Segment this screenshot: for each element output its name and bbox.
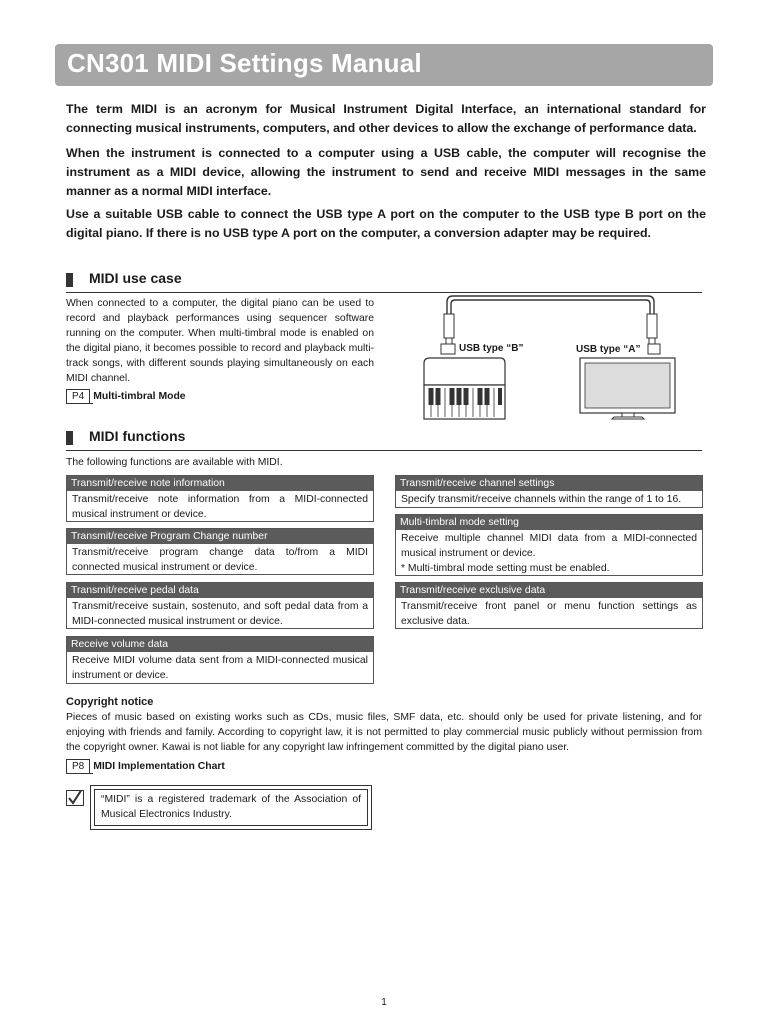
- function-title: Transmit/receive channel settings: [396, 476, 702, 491]
- use-case-text: When connected to a computer, the digital piano can be used to record and playback performances using sequencer software running on the computer. When multi-timbral mode is enabled on the digital piano, it becomes possible to record and playback multi-track songs, with different sounds playing simultaneously on each MIDI channel.: [66, 298, 374, 384]
- section-marker-icon: [66, 431, 73, 445]
- usb-connection-diagram: [0, 0, 768, 440]
- intro-paragraph-2: When the instrument is connected to a computer using a USB cable, the computer will recognise the instrument as a MIDI device, allowing the instrument to send and receive MIDI messages in the same manner as a normal MIDI interface.: [66, 146, 706, 198]
- functions-intro: The following functions are available with MIDI.: [66, 457, 283, 468]
- usb-a-label: USB type “A”: [576, 344, 641, 355]
- usb-b-label: USB type “B”: [459, 343, 524, 354]
- section-heading: MIDI use case: [89, 270, 182, 286]
- function-box-exclusive-data: [395, 582, 703, 629]
- checkmark-icon: [66, 790, 84, 806]
- function-desc: Transmit/receive sustain, sostenuto, and soft pedal data from a MIDI-connected musical instrument or device.: [72, 601, 368, 627]
- page-ref-tag: P4: [66, 389, 90, 403]
- copyright-text: Pieces of music based on existing works such as CDs, music files, SMF data, etc. should only be used for private listening, and for enjoying with friends and family. According to copyright law, it is not permitted to play commercial music publicly without permission from the copyright owner. Kawai is not liable for any copyright law infringement committed by the digital piano user.: [66, 712, 702, 753]
- function-desc: [396, 530, 702, 578]
- function-desc-text: Receive multiple channel MIDI data from a MIDI-connected musical instrument or device.: [401, 533, 697, 559]
- function-desc: Transmit/receive front panel or menu function settings as exclusive data.: [401, 601, 697, 627]
- function-title: Multi-timbral mode setting: [396, 515, 702, 530]
- section-heading: MIDI functions: [89, 428, 186, 444]
- ref-label: Multi-timbral Mode: [93, 391, 186, 402]
- ref-midi-implementation-chart[interactable]: [66, 759, 225, 774]
- page-number: 1: [381, 997, 387, 1008]
- digital-piano-icon: [424, 358, 505, 419]
- function-desc: Transmit/receive program change data to/from a MIDI connected musical instrument or device.: [72, 547, 368, 573]
- function-title: Transmit/receive Program Change number: [67, 529, 373, 544]
- function-title: Receive volume data: [67, 637, 373, 652]
- function-title: Transmit/receive pedal data: [67, 583, 373, 598]
- section-midi-functions: [66, 428, 702, 451]
- function-box-pedal-data: [66, 582, 374, 629]
- ref-label: MIDI Implementation Chart: [93, 761, 225, 772]
- trademark-note-box: [90, 785, 372, 830]
- copyright-heading: Copyright notice: [66, 696, 154, 708]
- function-title: Transmit/receive note information: [67, 476, 373, 491]
- trademark-note: “MIDI” is a registered trademark of the Association of Musical Electronics Industry.: [94, 789, 368, 826]
- intro-paragraph-3: Use a suitable USB cable to connect the USB type A port on the computer to the USB type B port on the digital piano. If there is no USB type A port on the computer, a conversion adapter may be required.: [66, 207, 706, 240]
- function-box-volume-data: [66, 636, 374, 684]
- function-desc: Transmit/receive note information from a MIDI-connected musical instrument or device.: [72, 494, 368, 520]
- function-box-program-change: [66, 528, 374, 575]
- function-note: * Multi-timbral mode setting must be enabled.: [401, 563, 610, 574]
- page-ref-tag: P8: [66, 759, 90, 773]
- intro-paragraph-1: The term MIDI is an acronym for Musical Instrument Digital Interface, an international standard for connecting musical instruments, computers, and other devices to allow the exchange of performance data.: [66, 102, 706, 135]
- function-box-multi-timbral: [395, 514, 703, 576]
- function-box-channel-settings: [395, 475, 703, 508]
- page-title: CN301 MIDI Settings Manual: [67, 48, 422, 78]
- computer-monitor-icon: [580, 358, 675, 419]
- function-box-note-info: [66, 475, 374, 522]
- function-title: Transmit/receive exclusive data: [396, 583, 702, 598]
- function-desc: Specify transmit/receive channels within the range of 1 to 16.: [401, 494, 682, 505]
- function-desc: Receive MIDI volume data sent from a MIDI-connected musical instrument or device.: [72, 655, 368, 681]
